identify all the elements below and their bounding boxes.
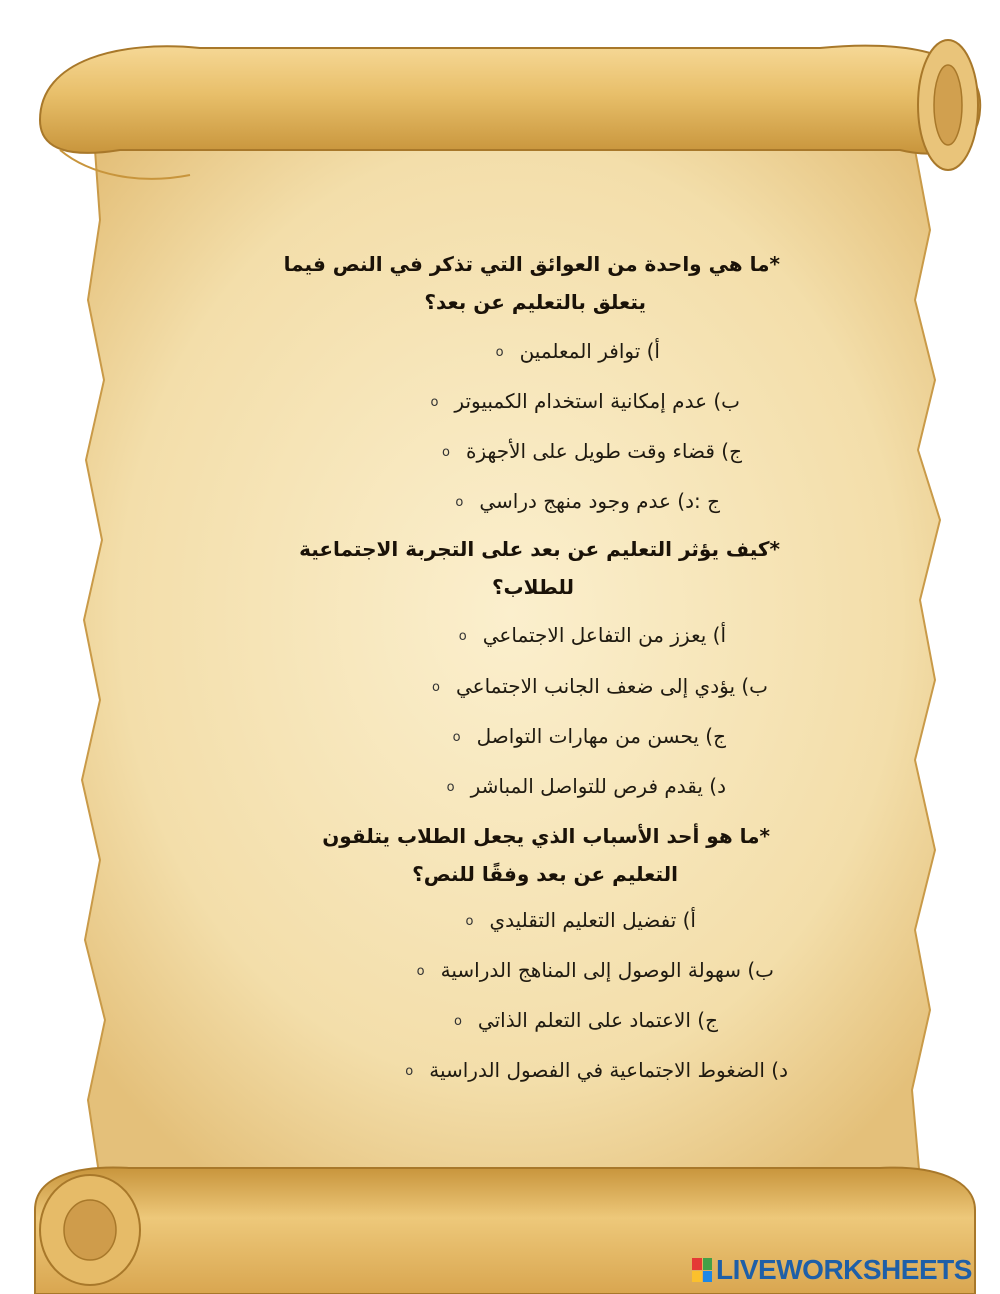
question-1-option-b[interactable] — [430, 386, 740, 416]
question-3-option-a[interactable] — [465, 905, 696, 935]
option-label: ب) يؤدي إلى ضعف الجانب الاجتماعي — [455, 674, 768, 698]
liveworksheets-logo-icon — [692, 1258, 712, 1282]
option-label: ج) يحسن من مهارات التواصل — [476, 724, 726, 748]
liveworksheets-logo-text: LIVEWORKSHEETS — [716, 1254, 972, 1285]
radio-bullet[interactable]: ο — [442, 444, 450, 460]
option-label: ج) قضاء وقت طويل على الأجهزة — [465, 439, 742, 463]
question-1-option-d[interactable] — [455, 486, 720, 516]
radio-bullet[interactable]: ο — [465, 913, 474, 929]
option-label: ب) سهولة الوصول إلى المناهج الدراسية — [440, 958, 774, 982]
question-3-option-b[interactable] — [417, 955, 774, 985]
option-label: ج :د) عدم وجود منهج دراسي — [479, 489, 720, 513]
question-1-line-1: *ما هي واحدة من العوائق التي تذكر في النص فيما — [283, 252, 780, 276]
question-2-option-d[interactable] — [447, 771, 726, 801]
question-2-option-c[interactable] — [453, 721, 726, 751]
question-3-option-c[interactable] — [454, 1005, 718, 1035]
radio-bullet[interactable]: ο — [452, 729, 461, 745]
radio-bullet[interactable]: ο — [430, 394, 439, 410]
radio-bullet[interactable]: ο — [458, 628, 467, 644]
radio-bullet[interactable]: ο — [405, 1063, 414, 1079]
question-2-option-b[interactable] — [432, 671, 768, 701]
question-1-line-2: يتعلق بالتعليم عن بعد؟ — [424, 290, 646, 314]
option-label: ب) عدم إمكانية استخدام الكمبيوتر — [454, 389, 740, 413]
option-label: أ) تفضيل التعليم التقليدي — [489, 908, 696, 932]
question-3-option-d[interactable] — [405, 1055, 788, 1085]
radio-bullet[interactable]: ο — [495, 344, 504, 360]
liveworksheets-logo — [692, 1255, 972, 1285]
question-3-line-1: *ما هو أحد الأسباب الذي يجعل الطلاب يتلقون — [322, 824, 770, 848]
option-label: أ) يعزز من التفاعل الاجتماعي — [482, 623, 726, 647]
question-2-option-a[interactable] — [459, 620, 726, 650]
radio-bullet[interactable]: ο — [432, 679, 440, 695]
option-label: أ) توافر المعلمين — [519, 339, 660, 363]
question-1-option-c[interactable] — [442, 436, 742, 466]
radio-bullet[interactable]: ο — [416, 963, 425, 979]
question-1-option-a[interactable] — [496, 336, 660, 366]
question-2-line-1: *كيف يؤثر التعليم عن بعد على التجربة الاجتماعية — [299, 537, 780, 561]
option-label: د) الضغوط الاجتماعية في الفصول الدراسية — [429, 1058, 788, 1082]
radio-bullet[interactable]: ο — [455, 494, 464, 510]
question-3-line-2: التعليم عن بعد وفقًا للنص؟ — [412, 862, 678, 886]
radio-bullet[interactable]: ο — [446, 779, 455, 795]
option-label: ج) الاعتماد على التعلم الذاتي — [477, 1008, 718, 1032]
question-2-line-2: للطلاب؟ — [491, 575, 574, 599]
radio-bullet[interactable]: ο — [453, 1013, 462, 1029]
option-label: د) يقدم فرص للتواصل المباشر — [470, 774, 726, 798]
